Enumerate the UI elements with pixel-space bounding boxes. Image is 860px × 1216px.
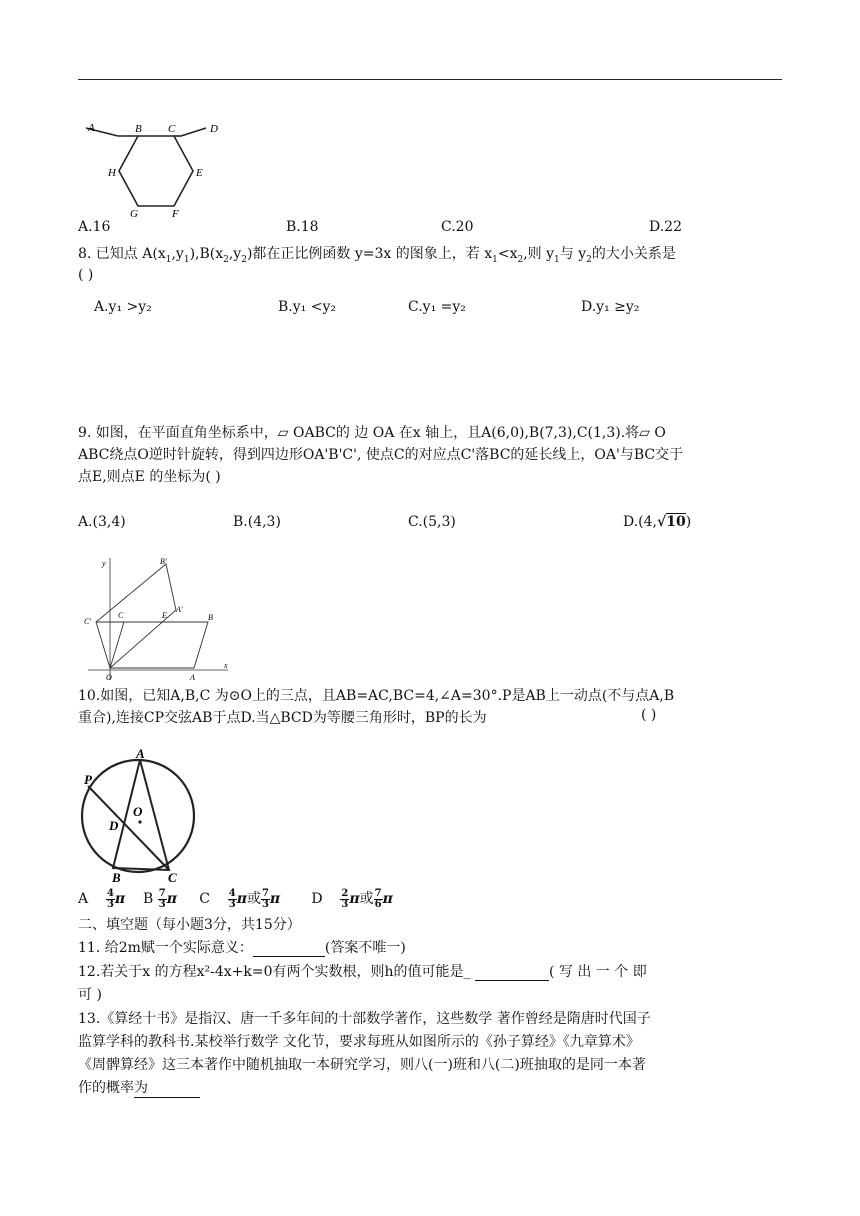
q8-option-b: B.y₁ <y₂ (278, 299, 336, 315)
label-B-prime: B' (160, 557, 167, 566)
q8-option-d: D.y₁ ≥y₂ (581, 299, 640, 315)
q13-line2: 监算学科的教科书.某校举行数学 文化节，要求每班从如图所示的《孙子算经》《九章算术》 (78, 1034, 640, 1050)
q10-option-c-frac1: $\frac{4}{3}$ (228, 887, 236, 910)
label-G: G (130, 208, 138, 220)
q11: 11. 给2m赋一个实际意义： (答案不唯一) (78, 940, 406, 956)
label-C: C (168, 870, 177, 884)
label-B: B (135, 123, 142, 135)
label-x: x (224, 661, 228, 670)
q10-options: A $\frac{4}{3}$ π B $\frac{7}{3}$ π C $\frac{4}{3}$ π或 $\frac{7}{3}$ π D $\frac{2}{3}$ π或 $\frac{7}{6}$ π (78, 887, 393, 910)
label-D: D (109, 818, 119, 833)
label-A-prime: A' (176, 605, 183, 614)
q9-option-b: B.(4,3) (233, 514, 281, 530)
label-F: F (172, 208, 179, 220)
header-rule (78, 79, 782, 80)
q10-option-c-frac2: $\frac{7}{3}$ (261, 887, 269, 910)
q9-option-d: D.(4,√10) (623, 514, 692, 530)
q10-option-c-label: C (199, 891, 210, 907)
q8-option-a: A.y₁ >y₂ (94, 299, 152, 315)
q8-paren: ( ) (78, 267, 94, 283)
q9-line2: ABC绕点O逆时针旋转，得到四边形OA'B'C', 使点C的对应点C'落BC的延长线上，OA'与BC交于 (78, 447, 684, 463)
label-E: E (196, 167, 203, 179)
q11-blank[interactable] (253, 940, 325, 957)
label-H: H (108, 167, 116, 179)
label-C: C (168, 123, 176, 135)
q8-option-c: C.y₁ =y₂ (408, 299, 466, 315)
label-B: B (208, 613, 213, 622)
label-D: D (210, 123, 218, 135)
q12-blank[interactable] (475, 964, 549, 981)
q13-blank[interactable]: 为 (134, 1077, 200, 1098)
q9-line3: 点E,则点E 的坐标为( ) (78, 469, 221, 485)
label-C-prime: C' (84, 617, 92, 626)
hexagon-figure (86, 116, 226, 220)
q13-line3: 《周髀算经》这三本著作中随机抽取一本研究学习，则八(一)班和八(二)班抽取的是同一本著 (78, 1057, 646, 1073)
q7-option-b: B.18 (286, 219, 319, 235)
label-B: B (112, 870, 121, 884)
label-y: y (102, 559, 106, 568)
circle-figure (78, 742, 200, 884)
q10-paren: ( ) (641, 707, 657, 723)
q10-option-d-frac2: $\frac{7}{6}$ (374, 887, 382, 910)
q12: 12.若关于x 的方程x²-4x+k=0有两个实数根，则h的值可能是_ ( 写 出 一 个 即 (78, 964, 647, 980)
q10-line2: 重合),连接CP交弦AB于点D.当△BCD为等腰三角形时，BP的长为 (78, 710, 487, 726)
q10-option-a-label: A (78, 891, 89, 907)
q9-option-a: A.(3,4) (78, 514, 126, 530)
q13-line1: 13.《算经十书》是指汉、唐一千多年间的十部数学著作，这些数学 著作曾经是隋唐时代国子 (78, 1011, 651, 1027)
label-E: E (162, 611, 167, 620)
q8-stem: 8. 已知点 $A(x_1,y_1),B(x_2,y_2)$都在正比例函数 y=3x 的图象上，若 $x_1<x_2$,则 $y_1$与 $y_2$的大小关系是 (78, 246, 676, 265)
label-C: C (118, 611, 124, 620)
label-A: A (136, 746, 145, 761)
q7-option-d: D.22 (649, 219, 682, 235)
q9-line1: 9. 如图，在平面直角坐标系中，▱ OABC的 边 OA 在x 轴上，且A(6,0),B(7,3),C(1,3).将▱ O (78, 425, 666, 441)
rotation-figure (78, 552, 238, 682)
label-P: P (84, 772, 92, 787)
q10-line1: 10.如图，已知A,B,C 为⊙O上的三点，且AB=AC,BC=4,∠A=30°.P是AB上一动点(不与点A,B (78, 688, 675, 704)
q7-option-c: C.20 (441, 219, 474, 235)
q10-option-b-frac: $\frac{7}{3}$ (158, 887, 166, 910)
section-title: 二、填空题（每小题3分，共15分） (78, 917, 301, 933)
label-A: A (88, 122, 95, 134)
q7-option-a: A.16 (78, 219, 111, 235)
q12-line2: 可 ) (78, 987, 102, 1003)
q10-option-b-label: B (142, 891, 154, 907)
q13-line4: 作的概率为 (78, 1077, 200, 1098)
q10-option-d-label: D (311, 891, 323, 907)
q10-option-d-frac1: $\frac{2}{3}$ (341, 887, 349, 910)
label-O: O (133, 804, 143, 819)
label-O: O (106, 673, 112, 682)
q10-option-a-frac: $\frac{4}{3}$ (106, 887, 114, 910)
label-A: A (190, 673, 195, 682)
q9-option-c: C.(5,3) (408, 514, 456, 530)
